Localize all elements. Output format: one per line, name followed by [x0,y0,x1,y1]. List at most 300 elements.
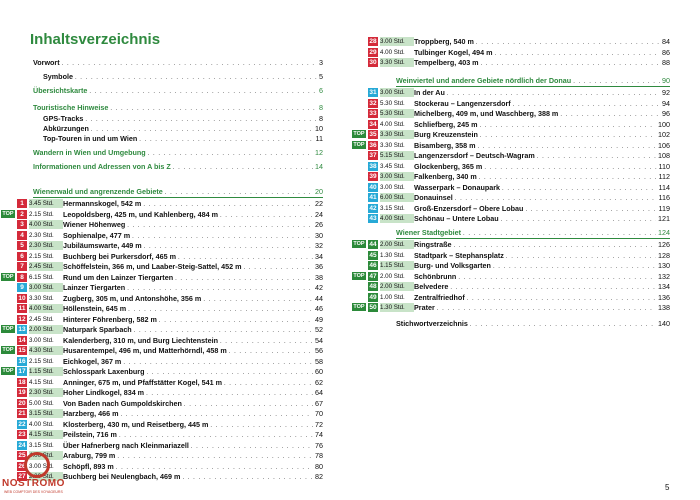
tour-number-badge: 1 [17,199,27,208]
top-tour-icon: TOP [2,273,14,280]
tour-number-badge: 39 [369,173,377,180]
leader-dots [495,48,660,57]
toc-label: Schöffelstein, 366 m, und Laaber-Steig-Sattel, 452 m [63,262,242,271]
tour-entry[interactable] [17,430,323,439]
tour-entry[interactable] [368,193,670,202]
tour-entry[interactable] [17,262,323,271]
toc-label: Ringstraße [414,240,452,249]
toc-page-number: 72 [315,419,323,429]
tour-entry[interactable] [368,37,670,46]
tour-entry[interactable] [17,315,323,324]
tour-entry[interactable] [17,378,323,387]
tour-duration: 2.00 Std. [29,325,63,334]
toc-label: Leopoldsberg, 425 m, und Kahlenberg, 484 m [63,209,218,219]
leader-dots [123,357,313,366]
leader-dots [481,58,660,67]
logo-tagline: WEB COMPTOIR DES VOYAGEURS [4,490,63,494]
toc-label: Kalenderberg, 310 m, und Burg Liechtenstein [63,335,218,345]
tour-duration: 4.00 Std. [29,420,54,428]
section-heading[interactable] [396,228,670,237]
toc-page-number: 20 [315,187,323,196]
leader-dots [144,241,313,250]
top-tour-icon: TOP [2,368,14,374]
tour-entry[interactable] [368,99,670,108]
toc-label: Bisamberg, 358 m [414,140,476,150]
toc-label: Symbole [43,72,73,81]
toc-label: Weinviertel und andere Gebiete nördlich der Donau [396,76,572,85]
toc-page-number: 128 [658,250,670,260]
tour-duration: 2.45 Std. [29,262,63,271]
leader-dots [121,409,313,418]
toc-page-number: 126 [658,240,670,249]
toc-label: Peilstein, 716 m [63,430,117,439]
leader-dots [467,293,656,302]
toc-entry[interactable] [33,148,323,157]
leader-dots [480,120,656,129]
tour-entry[interactable] [368,109,670,118]
toc-page-number: 112 [658,172,670,181]
toc-label: Lainzer Tiergarten [63,283,126,292]
toc-page-number: 82 [315,472,323,481]
toc-label: Vorwort [33,58,60,67]
toc-label: Zugberg, 305 m, und Antonshöhe, 356 m [63,293,202,303]
tour-duration: 3.45 Std. [380,162,405,170]
tour-number-badge: 17 [18,368,26,375]
tour-duration: 2.15 Std. [29,210,54,218]
toc-page-number: 138 [658,303,670,312]
leader-dots [447,88,660,97]
toc-label: Michelberg, 409 m, und Waschberg, 388 m [414,109,559,118]
leader-dots [132,231,313,240]
tour-number-badge: 26 [18,462,26,470]
tour-entry[interactable] [368,88,670,97]
tour-duration: 4.00 Std. [29,304,63,313]
leader-dots [134,325,313,334]
tour-duration: 2.30 Std. [29,241,63,250]
leader-dots [146,367,313,376]
leader-dots [191,441,313,450]
leader-dots [62,58,317,67]
tour-duration: 3.00 Std. [29,336,54,344]
toc-label: Buchberg bei Purkersdorf, 465 m [63,251,177,261]
top-tour-icon: TOP [2,347,14,353]
leader-dots [148,148,313,157]
toc-label: Hermannskogel, 542 m [63,199,142,208]
toc-label: Über Hafnerberg nach Kleinmariazell [63,440,189,450]
leader-dots [458,272,656,281]
toc-page-number: 3 [319,58,323,67]
tour-number-badge: 28 [369,38,377,45]
tour-number-badge: 31 [369,89,377,96]
leader-dots [229,346,313,355]
tour-number-badge: 10 [18,294,26,302]
tour-entry[interactable] [17,388,323,397]
tour-number-badge: 41 [369,194,377,201]
tour-number-badge: 20 [18,399,26,407]
toc-page-number: 130 [658,261,670,270]
leader-dots [143,199,313,208]
tour-number-badge: 3 [17,220,27,229]
tour-duration: 3.30 Std. [380,130,414,139]
section-heading[interactable] [33,187,323,196]
toc-page-number: 8 [319,114,323,123]
index-entry[interactable] [396,319,670,328]
toc-label: Sophienalpe, 477 m [63,230,131,240]
toc-entry[interactable] [43,124,323,133]
toc-label: Schöpfl, 893 m [63,461,114,471]
tour-number-badge: 35 [369,131,377,138]
toc-label: Informationen und Adressen von A bis Z [33,162,171,171]
toc-label: Wiener Stadtgebiet [396,228,462,237]
tour-number-badge: 22 [18,420,26,428]
tour-duration: 3.30 Std. [29,294,54,302]
tour-number-badge: 4 [17,231,27,240]
leader-dots [573,76,660,85]
leader-dots [537,151,656,160]
tour-entry[interactable] [368,48,670,57]
tour-entry[interactable] [17,409,323,418]
tour-number-badge: 16 [18,357,26,365]
leader-dots [165,187,313,196]
toc-page-number: 116 [658,193,670,202]
toc-label: Troppberg, 540 m [414,37,474,46]
toc-label: Harzberg, 466 m [63,409,119,418]
toc-label: Abkürzungen [43,124,89,133]
tour-entry[interactable] [368,293,670,302]
top-tour-icon: TOP [353,304,365,310]
toc-entry[interactable] [43,134,323,143]
leader-dots [525,204,656,213]
tour-entry[interactable] [17,336,323,345]
toc-label: Wasserpark – Donaupark [414,182,501,192]
tour-duration: 3.00 Std. [29,283,63,292]
toc-label: Burg- und Volksgarten [414,261,491,270]
leader-dots [117,451,313,460]
toc-label: GPS-Tracks [43,114,84,123]
toc-page-number: 62 [315,377,323,387]
toc-label: Top-Touren in und um Wien [43,134,138,143]
tour-number-badge: 11 [18,305,26,312]
tour-duration: 2.30 Std. [29,231,54,239]
tour-number-badge: 27 [18,473,26,480]
tour-number-badge: 48 [369,283,377,290]
tour-entry[interactable] [353,140,670,150]
tour-entry[interactable] [17,252,323,261]
toc-page-number: 90 [662,76,670,85]
toc-entry[interactable] [43,72,323,81]
tour-number-badge: 14 [18,336,26,344]
toc-label: Schönbrunn [414,271,457,281]
toc-label: Araburg, 799 m [63,451,116,460]
leader-dots [139,134,313,143]
tour-duration: 6.15 Std. [29,273,54,281]
tour-entry[interactable] [368,183,670,192]
toc-page-number: 44 [315,293,323,303]
tour-number-badge: 38 [369,162,377,170]
tour-number-badge: 5 [17,241,27,250]
toc-label: Anninger, 675 m, und Pfaffstätter Kogel, 541 m [63,377,222,387]
tour-entry[interactable] [353,240,670,249]
tour-entry[interactable] [368,204,670,213]
nostromo-logo [2,452,74,496]
tour-entry[interactable] [17,294,323,303]
tour-number-badge: 2 [17,210,27,219]
tour-number-badge: 47 [369,272,377,280]
toc-page-number: 67 [315,398,323,408]
toc-page-number: 24 [315,209,323,219]
section-rule [33,197,323,198]
toc-label: Wienerwald und angrenzende Gebiete [33,187,163,196]
toc-label: Wiener Höhenweg [63,220,126,229]
tour-number-badge: 13 [18,326,26,333]
toc-page-number: 42 [315,283,323,292]
leader-dots [502,183,657,192]
toc-page-number: 106 [658,140,670,150]
tour-duration: 1.30 Std. [380,303,414,312]
tour-entry[interactable] [17,399,323,408]
tour-duration: 1.30 Std. [380,251,405,259]
section-rule [396,238,670,239]
toc-label: Tulbinger Kogel, 494 m [414,47,493,57]
leader-dots [119,430,313,439]
leader-dots [220,210,313,219]
tour-number-badge: 9 [17,283,27,292]
leader-dots [244,262,313,271]
leader-dots [224,378,313,387]
tour-duration: 3.45 Std. [29,199,63,208]
top-tour-icon: TOP [2,326,14,332]
tour-entry[interactable] [2,325,323,334]
toc-page-number: 78 [315,451,323,460]
toc-page-number: 14 [315,162,323,171]
leader-dots [159,315,313,324]
toc-page-number: 36 [315,262,323,271]
leader-dots [173,162,313,171]
toc-page-number: 8 [319,103,323,112]
logo-ring-icon [24,452,50,478]
toc-page-number: 49 [315,314,323,324]
toc-page-number: 60 [315,367,323,376]
leader-dots [146,388,313,397]
tour-duration: 4.00 Std. [29,220,63,229]
toc-label: Buchberg bei Neulengbach, 469 m [63,472,181,481]
tour-entry[interactable] [17,220,323,229]
leader-dots [484,162,656,171]
tour-duration: 2.00 Std. [380,282,414,291]
tour-entry[interactable] [353,303,670,312]
tour-duration: 2.00 Std. [380,272,405,280]
tour-entry[interactable] [353,130,670,139]
toc-label: Übersichtskarte [33,86,88,95]
toc-page-number: 119 [658,203,670,213]
tour-duration: 2.00 Std. [380,240,414,249]
tour-entry[interactable] [368,162,670,171]
leader-dots [184,399,313,408]
tour-entry[interactable] [17,199,323,208]
tour-number-badge: 8 [17,273,27,282]
toc-label: Stadtpark – Stephansplatz [414,250,504,260]
toc-label: In der Au [414,88,445,97]
tour-duration: 3.15 Std. [29,441,54,449]
tour-duration: 2.15 Std. [29,357,54,365]
toc-page-number: 136 [658,292,670,302]
tour-duration: 4.00 Std. [380,214,414,223]
tour-duration: 3.00 Std. [29,462,54,470]
tour-number-badge: 25 [18,452,26,459]
tour-duration: 2.30 Std. [29,388,63,397]
toc-label: Hinterer Föhrenberg, 582 m [63,314,157,324]
tour-entry[interactable] [368,251,670,260]
tour-entry[interactable] [368,151,670,160]
leader-dots [182,472,313,481]
tour-number-badge: 50 [369,304,377,311]
leader-dots [450,282,656,291]
leader-dots [75,72,317,81]
tour-entry[interactable] [368,214,670,223]
tour-entry[interactable] [17,441,323,450]
toc-page-number: 134 [658,282,670,291]
toc-page-number: 121 [658,214,670,223]
tour-duration: 5.30 Std. [380,109,414,118]
tour-number-badge: 37 [369,152,377,159]
tour-duration: 3.15 Std. [380,204,405,212]
tour-duration: 3.00 Std. [380,88,414,97]
toc-page-number: 140 [658,319,670,328]
tour-number-badge: 45 [369,251,377,259]
toc-page-number: 70 [315,409,323,418]
tour-duration: 5.00 Std. [29,399,54,407]
top-tour-icon: TOP [2,210,14,217]
tour-duration: 4.15 Std. [29,378,54,386]
tour-entry[interactable] [353,271,670,281]
tour-entry[interactable] [17,231,323,240]
toc-label: Stockerau – Langenzersdorf [414,98,511,108]
tour-entry[interactable] [17,283,323,292]
tour-duration: 1.00 Std. [380,293,405,301]
toc-label: Eichkogel, 367 m [63,356,122,366]
tour-entry[interactable] [2,346,323,355]
toc-label: Husarentempel, 496 m, und Matterhörndl, 458 m [63,346,227,355]
section-heading[interactable] [396,76,670,85]
toc-page-number: 30 [315,230,323,240]
tour-entry[interactable] [17,241,323,250]
leader-dots [116,462,313,471]
leader-dots [480,130,656,139]
tour-number-badge: 42 [369,204,377,212]
toc-page-number: 80 [315,461,323,471]
leader-dots [128,304,313,313]
leader-dots [437,303,656,312]
toc-page-number: 5 [319,72,323,81]
tour-number-badge: 36 [369,141,377,149]
tour-duration: 2.15 Std. [29,252,54,260]
tour-number-badge: 30 [369,59,377,66]
toc-page-number: 11 [315,134,323,143]
tour-entry[interactable] [2,272,323,282]
tour-entry[interactable] [368,58,670,67]
toc-label: Falkenberg, 340 m [414,172,477,181]
tour-entry[interactable] [17,304,323,313]
logo-name: NOSTROMO [2,478,65,489]
leader-dots [493,261,656,270]
tour-entry[interactable] [2,367,323,376]
top-tour-icon: TOP [353,141,365,148]
toc-label: Hoher Lindkogel, 834 m [63,388,145,397]
leader-dots [479,172,657,181]
leader-dots [454,240,656,249]
tour-number-badge: 19 [18,389,26,396]
tour-duration: 4.00 Std. [29,451,63,460]
toc-label: Donauinsel [414,193,453,202]
tour-number-badge: 40 [369,183,377,191]
toc-label: Tempelberg, 403 m [414,58,479,67]
tour-number-badge: 23 [18,431,26,438]
tour-entry[interactable] [368,282,670,291]
leader-dots [501,214,656,223]
leader-dots [455,193,657,202]
leader-dots [470,319,656,328]
toc-label: Belvedere [414,282,449,291]
toc-page-number: 110 [658,161,670,171]
tour-entry[interactable] [17,420,323,429]
toc-page-number: 102 [658,130,670,139]
toc-label: Burg Kreuzenstein [414,130,478,139]
tour-number-badge: 24 [18,441,26,449]
tour-duration: 5.30 Std. [380,99,405,107]
toc-label: Groß-Enzersdorf – Obere Lobau [414,203,524,213]
toc-entry[interactable] [43,114,323,123]
tour-entry[interactable] [368,261,670,270]
tour-duration: 4.15 Std. [29,430,63,439]
toc-label: Klosterberg, 430 m, und Reisetberg, 445 m [63,419,209,429]
toc-page-number: 92 [662,88,670,97]
toc-entry[interactable] [33,86,323,95]
toc-label: Zentralfriedhof [414,292,465,302]
leader-dots [478,141,656,150]
tour-number-badge: 15 [18,347,26,354]
toc-label: Stichwortverzeichnis [396,319,468,328]
toc-page-number: 84 [662,37,670,46]
top-tour-icon: TOP [353,241,365,247]
toc-page-number: 52 [315,325,323,334]
tour-number-badge: 44 [369,241,377,248]
tour-number-badge: 32 [369,99,377,107]
toc-entry[interactable] [33,162,323,171]
tour-number-badge: 49 [369,293,377,301]
tour-entry[interactable] [17,357,323,366]
tour-entry[interactable] [2,209,323,219]
toc-entry[interactable] [33,58,323,67]
toc-entry[interactable] [33,103,323,112]
leader-dots [476,37,660,46]
toc-page-number: 76 [315,440,323,450]
top-tour-icon: TOP [353,272,365,279]
tour-entry[interactable] [368,120,670,129]
toc-page-number: 6 [319,86,323,95]
tour-duration: 3.00 Std. [380,172,414,181]
tour-number-badge: 33 [369,110,377,117]
toc-page-number: 124 [658,228,670,237]
tour-entry[interactable] [368,172,670,181]
toc-page-number: 64 [315,388,323,397]
tour-duration: 3.15 Std. [29,409,63,418]
toc-label: Touristische Hinweise [33,103,109,112]
tour-duration: 2.30 Std. [29,472,63,481]
toc-label: Schliefberg, 245 m [414,119,478,129]
leader-dots [175,273,313,282]
tour-duration: 2.45 Std. [29,315,54,323]
toc-page-number: 10 [315,124,323,133]
